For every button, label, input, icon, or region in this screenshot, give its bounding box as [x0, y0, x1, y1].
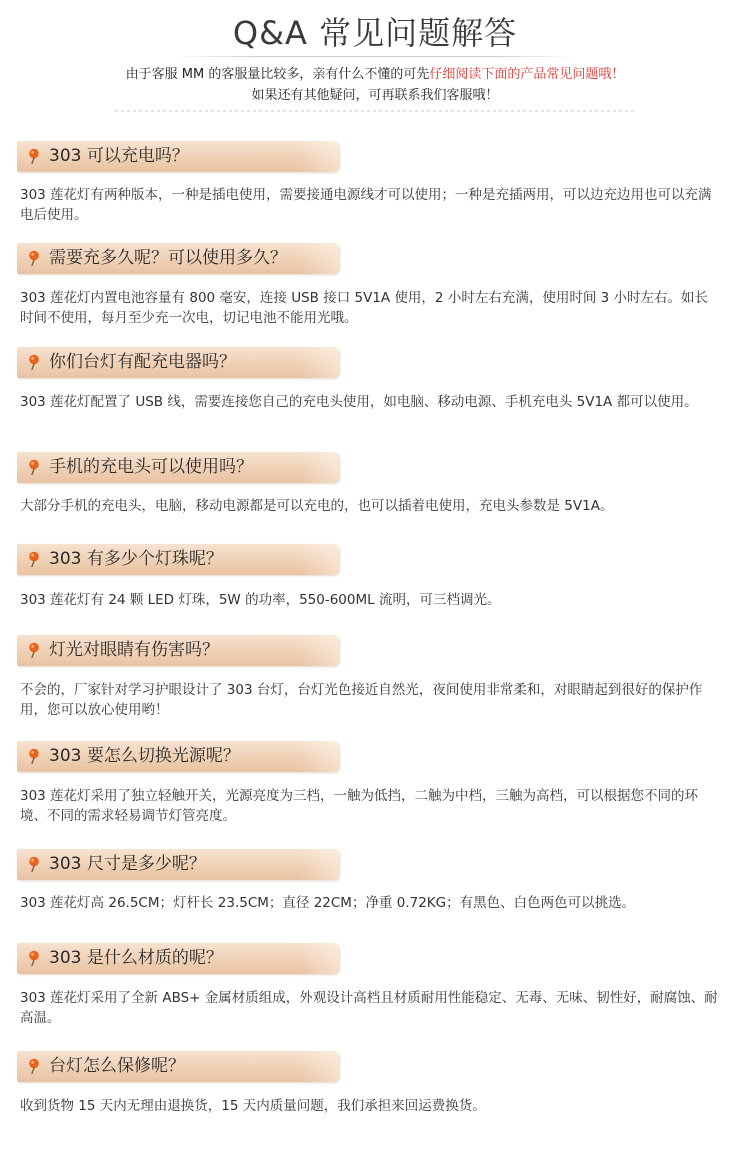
intro-line-1	[0, 64, 750, 85]
answer-text: 303 莲花灯配置了 USB 线，需要连接您自己的充电头使用，如电脑、移动电源、手机充电头 5V1A 都可以使用。	[20, 394, 698, 410]
question-text: 灯光对眼睛有伤害吗？	[49, 640, 219, 660]
pushpin-icon	[27, 354, 41, 370]
question-banner	[17, 849, 339, 880]
intro-line-1-text: 由于客服 MM 的客服量比较多，亲有什么不懂的可先	[125, 67, 430, 82]
pushpin-icon	[27, 748, 41, 764]
question-text: 303 要怎么切换光源呢？	[49, 746, 240, 766]
pushpin-icon	[27, 459, 41, 475]
answer-text: 303 莲花灯有两种版本，一种是插电使用，需要接通电源线才可以使用；一种是充插两用，可以边充边用也可以充满电后使用。	[20, 187, 712, 223]
answer-text: 303 莲花灯内置电池容量有 800 毫安，连接 USB 接口 5V1A 使用，2 小时左右充满，使用时间 3 小时左右。如长时间不使用，每月至少充一次电，切记电池不能用光哦。	[20, 290, 708, 326]
answer-text: 303 莲花灯采用了全新 ABS+ 金属材质组成，外观设计高档且材质耐用性能稳定、无毒、无味、韧性好，耐腐蚀、耐高温。	[20, 990, 718, 1026]
pushpin-icon	[27, 950, 41, 966]
answer-text: 不会的，厂家针对学习护眼设计了 303 台灯，台灯光色接近自然光，夜间使用非常柔和，对眼睛起到很好的保护作用，您可以放心使用哟！	[20, 682, 703, 718]
question-banner	[17, 544, 339, 575]
answer-text: 大部分手机的充电头，电脑，移动电源都是可以充电的，也可以插着电使用，充电头参数是 5V1A。	[20, 498, 614, 514]
question-banner	[17, 943, 339, 974]
pushpin-icon	[27, 148, 41, 164]
decorative-divider	[115, 110, 635, 112]
answer-text: 收到货物 15 天内无理由退换货，15 天内质量问题，我们承担来回运费换货。	[20, 1098, 486, 1114]
pushpin-icon	[27, 1058, 41, 1074]
question-banner	[17, 635, 339, 666]
intro-notice	[0, 64, 750, 106]
question-banner	[17, 741, 339, 772]
question-banner	[17, 347, 339, 378]
question-text: 303 是什么材质的呢？	[49, 948, 223, 968]
answer-text: 303 莲花灯高 26.5CM；灯杆长 23.5CM；直径 22CM；净重 0.72KG；有黑色、白色两色可以挑选。	[20, 895, 636, 911]
intro-line-2: 如果还有其他疑问，可再联系我们客服哦！	[251, 88, 499, 103]
question-banner	[17, 141, 339, 172]
question-text: 303 有多少个灯珠呢？	[49, 549, 223, 569]
question-text: 你们台灯有配充电器吗？	[49, 352, 236, 372]
pushpin-icon	[27, 642, 41, 658]
question-text: 需要充多久呢？可以使用多久？	[49, 248, 287, 268]
question-text: 303 尺寸是多少呢？	[49, 854, 206, 874]
question-text: 303 可以充电吗？	[49, 146, 189, 166]
question-banner	[17, 1051, 339, 1082]
pushpin-icon	[27, 856, 41, 872]
question-banner	[17, 452, 339, 483]
intro-highlight: 仔细阅读下面的产品常见问题哦！	[429, 67, 625, 82]
question-banner	[17, 243, 339, 274]
pushpin-icon	[27, 250, 41, 266]
question-text: 手机的充电头可以使用吗？	[49, 457, 253, 477]
page-title: Q&A 常见问题解答	[232, 14, 518, 52]
answer-text: 303 莲花灯采用了独立轻触开关，光源亮度为三档，一触为低挡，二触为中档，三触为高档，可以根据您不同的环境、不同的需求轻易调节灯管亮度。	[20, 788, 699, 824]
title-divider	[175, 56, 575, 57]
answer-text: 303 莲花灯有 24 颗 LED 灯珠，5W 的功率，550-600ML 流明，可三档调光。	[20, 592, 501, 608]
pushpin-icon	[27, 551, 41, 567]
question-text: 台灯怎么保修呢？	[49, 1056, 185, 1076]
